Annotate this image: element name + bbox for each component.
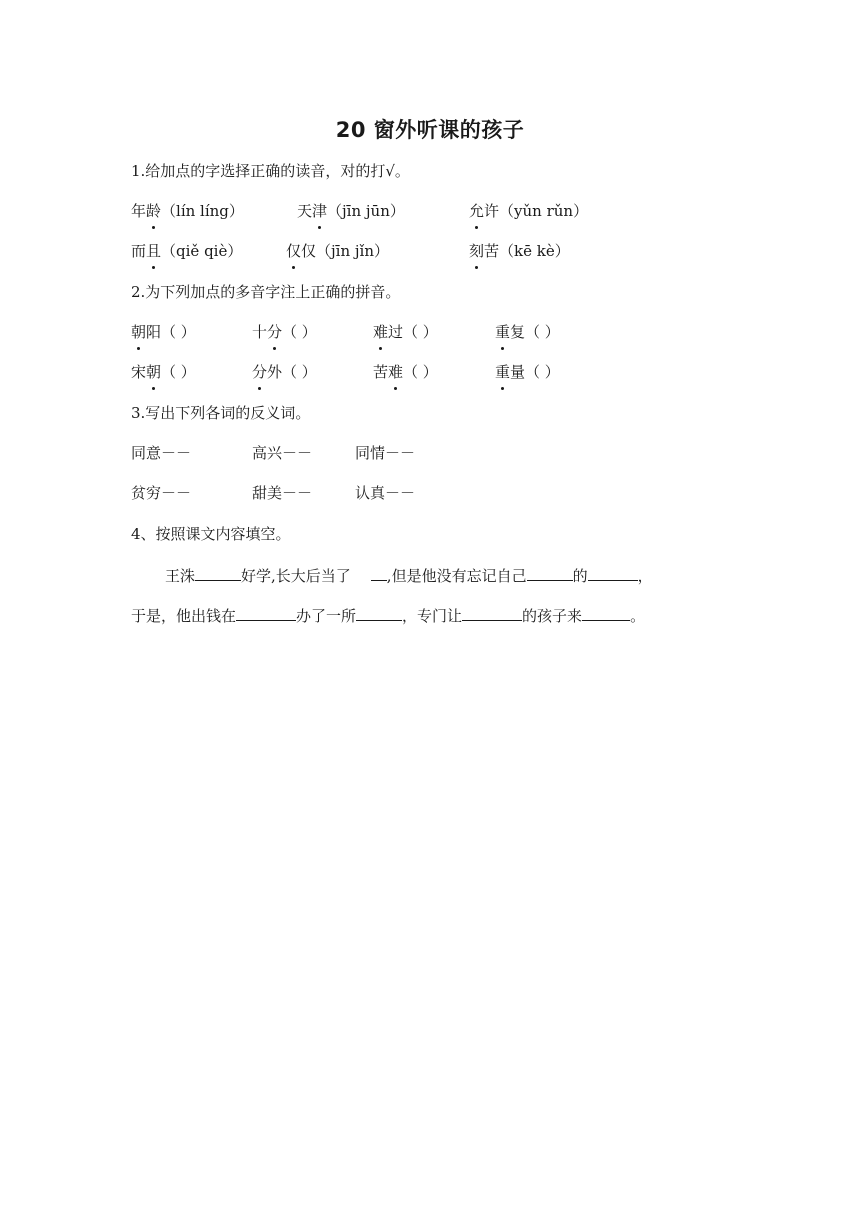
fill-blank[interactable]	[195, 565, 241, 581]
q1-row2-item-3: 刻 苦（kē kè）	[469, 240, 570, 262]
q3-row2-item-1: 贫穷－－	[131, 484, 192, 502]
q2-row1-item-4: 重 复（ ）	[495, 321, 560, 343]
q1-heading: 1.给加点的字选择正确的读音，对的打√。	[131, 162, 410, 180]
q3-row1-item-3: 同情－－	[355, 444, 416, 462]
fill-blank[interactable]	[582, 605, 630, 621]
q4-line2-text-1: 于是，他出钱在	[131, 607, 237, 625]
q2-row1-item-3: 难 过（ ）	[373, 321, 438, 343]
q3-row1	[131, 442, 731, 464]
fill-blank[interactable]	[236, 605, 296, 621]
q4-line-1	[165, 565, 653, 587]
q2-row1-item-2: 十分 （ ）	[252, 321, 317, 343]
q3-heading: 3.写出下列各词的反义词。	[131, 404, 311, 422]
q3-row2-item-2: 甜美－－	[252, 484, 313, 502]
q4-line2-text-2: 办了一所	[296, 607, 357, 625]
q1-row2	[131, 240, 731, 262]
fill-blank[interactable]	[371, 565, 387, 581]
q2-row2	[131, 361, 731, 383]
q1-row2-item-1: 而且 （qiě qiè）	[131, 240, 242, 262]
q2-row2-item-4: 重 量（ ）	[495, 361, 560, 383]
q1-row1-item-1: 年龄 （lín líng）	[131, 200, 244, 222]
q4-line1-text-2: 好学,长大后当了	[241, 567, 351, 585]
q3-row1-item-1: 同意－－	[131, 444, 192, 462]
q4-line2-text-5: 。	[630, 607, 646, 625]
q3-row1-item-2: 高兴－－	[252, 444, 313, 462]
q2-row2-item-3: 苦难 （ ）	[373, 361, 438, 383]
q4-line1-text-5: ，	[637, 567, 653, 585]
fill-blank[interactable]	[588, 565, 638, 581]
q4-heading: 4、按照课文内容填空。	[131, 525, 291, 543]
q4-line2-text-3: ，专门让	[402, 607, 463, 625]
q2-row2-item-1: 宋朝 （ ）	[131, 361, 196, 383]
q4-line-2	[131, 605, 645, 627]
q2-row2-item-2: 分 外（ ）	[252, 361, 317, 383]
q2-row1	[131, 321, 731, 343]
q1-row1	[131, 200, 731, 222]
q3-row2-item-3: 认真－－	[355, 484, 416, 502]
q3-row2	[131, 482, 731, 504]
q4-line1-text-4: 的	[572, 567, 588, 585]
q2-row1-item-1: 朝 阳（ ）	[131, 321, 196, 343]
q4-line1-text-3: ,但是他没有忘记自己	[386, 567, 527, 585]
fill-blank[interactable]	[462, 605, 522, 621]
page-title: 20 窗外听课的孩子	[335, 118, 525, 142]
q1-row1-item-2: 天津 （jīn jūn）	[297, 200, 405, 222]
q4-line2-text-4: 的孩子来	[522, 607, 583, 625]
fill-blank[interactable]	[356, 605, 402, 621]
q1-row1-item-3: 允 许（yǔn rǔn）	[469, 200, 588, 222]
q1-row2-item-2: 仅 仅（jīn jǐn）	[286, 240, 389, 262]
q2-heading: 2.为下列加点的多音字注上正确的拼音。	[131, 283, 401, 301]
q4-line1-text-1: 王洙	[165, 567, 196, 585]
fill-blank[interactable]	[527, 565, 573, 581]
